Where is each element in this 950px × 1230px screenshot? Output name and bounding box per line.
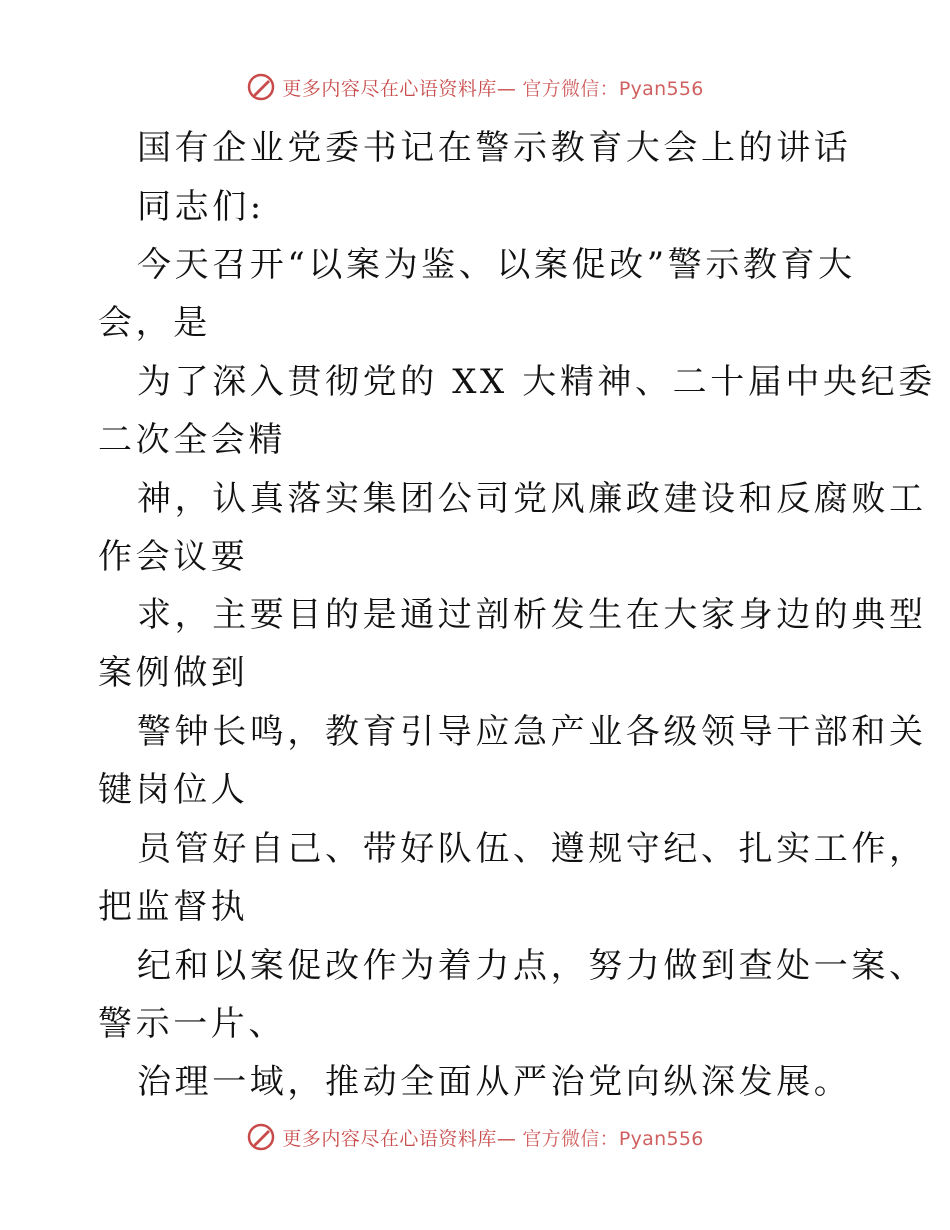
body-line: 警钟长鸣，教育引导应急产业各级领导干部和关 — [137, 712, 927, 752]
watermark-site-text: 更多内容尽在心语资料库— — [282, 1127, 517, 1150]
body-line: 键岗位人 — [98, 770, 249, 810]
quill-logo-icon — [246, 1122, 276, 1152]
watermark-site-text: 更多内容尽在心语资料库— — [282, 77, 517, 100]
body-line: 今天召开“以案为鉴、以案促改”警示教育大 — [137, 245, 856, 285]
body-line: 二次全会精 — [98, 420, 286, 460]
body-line: 求，主要目的是通过剖析发生在大家身边的典型 — [137, 595, 927, 635]
body-line: 警示一片、 — [98, 1004, 286, 1044]
body-line: 案例做到 — [98, 653, 249, 693]
body-line: 治理一域，推动全面从严治党向纵深发展。 — [137, 1062, 852, 1102]
watermark-contact-text: 官方微信：Pyan556 — [522, 77, 704, 100]
quill-logo-icon — [246, 72, 276, 102]
watermark-footer — [0, 1122, 950, 1152]
watermark-header — [0, 72, 950, 102]
salutation: 同志们: — [137, 187, 265, 227]
watermark-contact-text: 官方微信：Pyan556 — [522, 1127, 704, 1150]
body-line: 员管好自己、带好队伍、遵规守纪、扎实工作， — [137, 829, 927, 869]
body-line: 纪和以案促改作为着力点，努力做到查处一案、 — [137, 946, 927, 986]
body-line: 为了深入贯彻党的 XX 大精神、二十届中央纪委 — [137, 362, 936, 402]
body-line: 会，是 — [98, 303, 211, 343]
body-line: 把监督执 — [98, 887, 249, 927]
body-line: 神，认真落实集团公司党风廉政建设和反腐败工 — [137, 479, 927, 519]
body-line: 作会议要 — [98, 537, 249, 577]
document-title: 国有企业党委书记在警示教育大会上的讲话 — [137, 128, 852, 168]
